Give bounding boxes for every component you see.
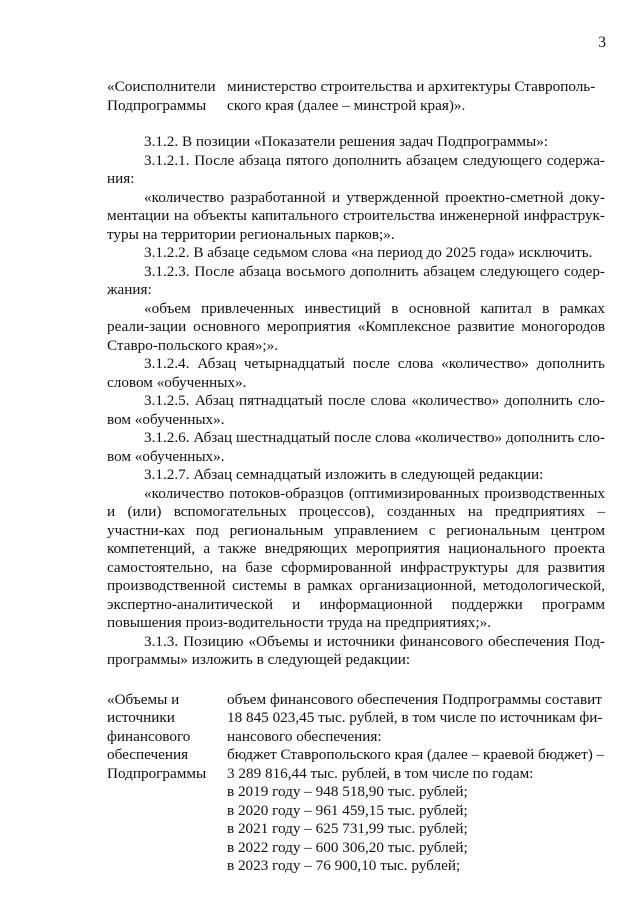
co-executors-row — [107, 78, 605, 115]
label-line: финансового — [107, 727, 191, 745]
co-executors-value — [227, 78, 605, 115]
value-line: в 2020 году – 961 459,15 тыс. рублей; — [227, 801, 468, 819]
financing-row — [107, 691, 605, 876]
value-line: ского края (далее – минстрой края)». — [227, 96, 466, 114]
label-line: «Объемы и — [107, 690, 180, 708]
quote-sample-flows: «количество потоков-образцов (оптимизированных производственных и (или) вспомогательных процессов), созданных на предприятиях – участни-ках под региональным управлением с региональным центром компетенций, а также внедряющих мероприятия национального проекта самостоятельно, на базе сформированной инфраструктуры для развития производственной системы в рамках организационной, методологической, экспертно-аналитической и информационной поддержки программ повышения произ-водительности труда на предприятиях;». — [107, 484, 605, 631]
paragraph-3-1-2: 3.1.2. В позиции «Показатели решения задач Подпрограммы»: — [144, 133, 549, 150]
paragraph-3-1-2-4: 3.1.2.4. Абзац четырнадцатый после слова «количество» дополнить словом «обученных». — [107, 355, 605, 391]
label-line: обеспечения — [107, 746, 189, 763]
document-body — [107, 78, 605, 876]
value-line: нансового обеспечения: — [227, 727, 382, 745]
value-line: 18 845 023,45 тыс. рублей, в том числе по источникам фи- — [227, 709, 603, 726]
financing-value — [227, 691, 605, 876]
value-line: в 2021 году – 625 731,99 тыс. рублей; — [227, 820, 468, 837]
paragraph-3-1-3: 3.1.3. Позицию «Объемы и источники финансового обеспечения Под-программы» изложить в следующей редакции: — [107, 632, 605, 668]
label-line: «Соисполнители — [107, 78, 216, 95]
value-line: бюджет Ставропольского края (далее – краевой бюджет) – — [227, 746, 605, 763]
value-line: министерство строительства и архитектуры Ставрополь- — [227, 78, 596, 95]
value-line: в 2022 году – 600 306,20 тыс. рублей; — [227, 838, 468, 856]
value-line: в 2019 году – 948 518,90 тыс. рублей; — [227, 783, 468, 800]
page-number: 3 — [598, 34, 606, 51]
quote-project-documentation: «количество разработанной и утвержденной проектно-сметной доку-ментации на объекты капитального строительства инженерной инфраструк-туры на территории региональных парков;». — [107, 188, 605, 243]
quote-investments: «объем привлеченных инвестиций в основной капитал в рамках реали-зации основного мероприятия «Комплексное развитие моногородов Ставро-польского края»;». — [107, 299, 605, 354]
value-line: объем финансового обеспечения Подпрограммы составит — [227, 690, 602, 708]
paragraph-3-1-2-5: 3.1.2.5. Абзац пятнадцатый после слова «количество» дополнить сло-вом «обученных». — [107, 392, 605, 428]
paragraph-3-1-2-6: 3.1.2.6. Абзац шестнадцатый после слова «количество» дополнить сло-вом «обученных». — [107, 429, 605, 465]
label-line: источники — [107, 709, 175, 726]
value-line: 3 289 816,44 тыс. рублей, в том числе по годам: — [227, 764, 534, 782]
paragraph-3-1-2-2: 3.1.2.2. В абзаце седьмом слова «на период до 2025 года» исключить. — [144, 244, 593, 261]
value-line: в 2023 году – 76 900,10 тыс. рублей; — [227, 857, 461, 874]
spacer — [107, 670, 605, 691]
label-line: Подпрограммы — [107, 96, 207, 114]
financing-label — [107, 691, 227, 876]
co-executors-label — [107, 78, 227, 115]
label-line: Подпрограммы — [107, 764, 207, 782]
paragraph-3-1-2-3: 3.1.2.3. После абзаца восьмого дополнить абзацем следующего содер-жания: — [107, 262, 605, 298]
paragraph-3-1-2-1: 3.1.2.1. После абзаца пятого дополнить абзацем следующего содержа-ния: — [107, 151, 605, 187]
paragraph-3-1-2-7: 3.1.2.7. Абзац семнадцатый изложить в следующей редакции: — [144, 466, 544, 483]
